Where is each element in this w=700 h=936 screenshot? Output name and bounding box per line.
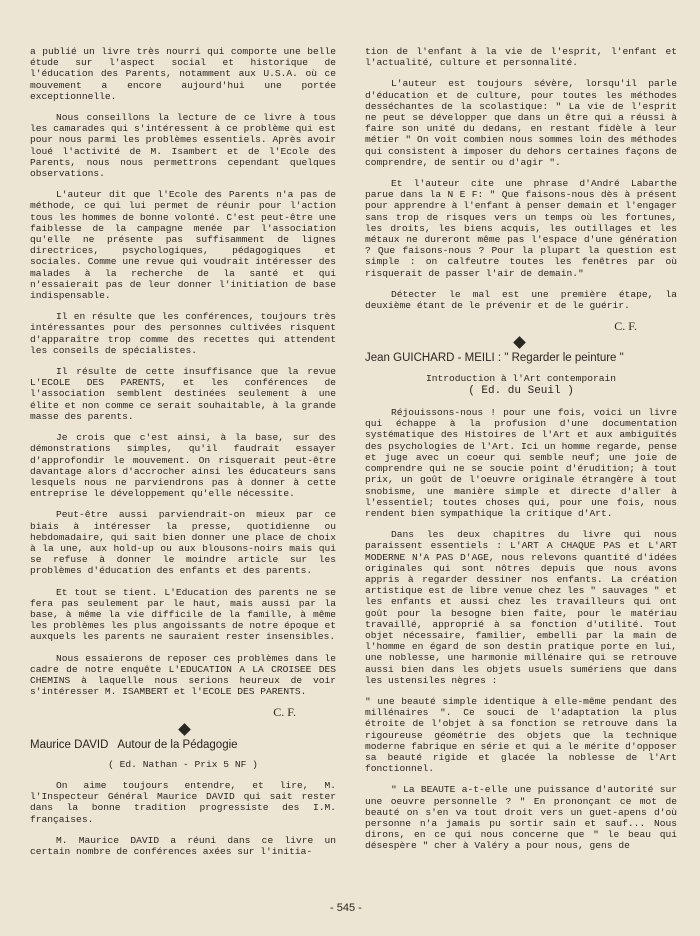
paragraph: Nous essaierons de reposer ces problèmes dans le cadre de notre enquête L'EDUCATION A LA CROISEE DES CHEMINS à laquelle nous serions heureux de voir s'intéresser M. ISAMBERT et l'ECOLE DES PARENTS. <box>30 652 336 698</box>
book-author: Maurice DAVID <box>30 738 109 751</box>
signature: C. F. <box>273 705 296 720</box>
right-column <box>365 46 677 862</box>
paragraph: Et tout se tient. L'Education des parents ne se fera pas seulement par le haut, mais aussi par la base, à même la vie difficile de la famille, à même les problèmes les plus angoissants de notre époque et auxquels les parents ne sauraient rester insensibles. <box>30 586 336 643</box>
book-heading <box>365 353 677 364</box>
paragraph: Je crois que c'est ainsi, à la base, sur des démonstrations simples, qu'il faudrait essayer d'approfondir le mouvement. On risquerait peut-être davantage alors d'accrocher ainsi les éducateurs sans lesquels nous ne parviendrons pas à donner à cette entreprise le développement qu'elle nécessite. <box>30 432 336 500</box>
paragraph: Il résulte de cette insuffisance que la revue L'ECOLE DES PARENTS, et les conférences de l'association semblent destinées seulement à une élite et non comme ce serait souhaitable, à la grande masse des parents. <box>30 366 336 422</box>
paragraph: Peut-être aussi parviendrait-on mieux par ce biais à intéresser la presse, quotidienne ou hebdomadaire, qui sait bien donner une place de choix à la une, aux hold-up ou aux blousons-noirs mais qui se refuse à donner le moindre article sur les problèmes d'éducation des enfants et des parents. <box>30 509 336 577</box>
paragraph: L'auteur est toujours sévère, lorsqu'il parle d'éducation et de culture, pour toutes les méthodes desséchantes de la scolastique: " La vie de l'esprit ne peut se développer que dans un être qui a réussi à faire son unité du dedans, en restant fidèle à leur métier " On voit combien nous sommes loin des méthodes qui consistent à imposer du dehors certaines façons de comprendre, de sentir ou d'agir ". <box>365 78 677 168</box>
page-number: - 545 - <box>330 902 362 914</box>
paragraph: Dans les deux chapitres du livre qui nous paraissent essentiels : L'ART A CHAQUE PAS et L'ART MODERNE N'A PAS D'AGE, nous relevons quantité d'idées originales qui sont nôtres depuis que nous avons appris à regarder dessiner nos enfants. La création artistique est de libre venue chez les " sauvages " et les enfants et aussi chez les travailleurs qui ont goût pour la besogne bien faite, pour le matériau travaillé, approprié à sa fonction d'utilité. Tout objet nécessaire, familier, embelli par la main de l'homme en égard de son destin pratique porte en lui, une noblesse, une harmonie millénaire qui se retrouve aussi bien dans les objets usuels sumériens que dans les ustensiles nègres : <box>365 529 677 686</box>
paragraph: On aime toujours entendre, et lire, M. l'Inspecteur Général Maurice DAVID qui sait rester dans la bonne tradition progressiste des I.M. françaises. <box>30 779 336 825</box>
paragraph: " une beauté simple identique à elle-même pendant des millénaires ". Ce souci de l'adaptation la plus étroite de l'objet à sa fonction se retrouve dans la rigoureuse géométrie des objets que la technique moderne fabrique en série et qui a le mérite d'opposer sa beauté rigide et glacée la noblesse de l'Art fonctionnel. <box>365 695 677 775</box>
signature: C. F. <box>614 319 637 334</box>
book-heading <box>30 740 336 751</box>
paragraph: Nous conseillons la lecture de ce livre à tous les camarades qui s'intéressent à ce problème qui est pour nous parmi les problèmes essentiels. Après avoir loué l'activité de M. Isambert et de l'Ecole des Parents, nous nous permettrons cependant quelques observations. <box>30 112 336 180</box>
section-divider-diamond <box>513 337 526 350</box>
paragraph: Et l'auteur cite une phrase d'André Labarthe parue dans la N E F: " Que faisons-nous dès à présent pour apprendre à l'enfant à penser demain et l'engager sans trop de risques vers un temps où les fortunes, les droits, les biens acquis, les outillages et les métaux ne dureront même pas l'espace d'une génération ? Que faisons-nous ? Pour la plupart la question est simple : on calfeutre toutes les fenêtres par où risquerait de passer l'air de demain." <box>365 178 677 279</box>
paragraph: M. Maurice DAVID a réuni dans ce livre un certain nombre de conférences axées sur l'initia- <box>30 834 336 857</box>
paragraph: tion de l'enfant à la vie de l'esprit, l'enfant et l'actualité, culture et personnalité. <box>365 46 677 69</box>
book-publisher: ( Ed. Nathan - Prix 5 NF ) <box>108 758 258 770</box>
paragraph: Il en résulte que les conférences, toujours très intéressantes pour des personnes cultivées risquent d'apparaître trop comme des recettes qui attendent les conseils de spécialistes. <box>30 311 336 356</box>
book-subtitle: Introduction à l'Art contemporain <box>426 372 616 384</box>
paragraph: Détecter le mal est une première étape, la deuxième étant de le prévenir et de le guérir. <box>365 288 677 312</box>
section-divider-diamond <box>178 723 191 736</box>
paragraph: Réjouissons-nous ! pour une fois, voici un livre qui échappe à la profusion d'une documentation systématique des Histoires de l'Art et aux ambiguïtés des psychologies de l'Art. Ici un homme regarde, pense et juge avec un coeur qui semble neuf; une joie de comprendre qui ne se soucie point d'érudition; à tout prix, un goût de l'oeuvre originale étrangère à tout snobisme, une manière simple et directe d'aller à l'essentiel; toutes choses qui, pour une fois, nous rendent bien sympathique la critique d'Art. <box>365 407 677 519</box>
paragraph: L'auteur dit que l'Ecole des Parents n'a pas de méthode, ce qui lui permet de réunir pour l'action tous les hommes de bonne volonté. C'est peut-être une faiblesse de la campagne menée par l'association qu'elle ne présente pas suffisamment de lignes directrices, psychologiques, pédagogiques et sociales. Comme une revue qui voudrait intéresser des malades à la recherche de la santé et qui n'essaierait pas de leur donner l'initiation de base indispensable. <box>30 189 336 302</box>
paragraph: " La BEAUTE a-t-elle une puissance d'autorité sur une oeuvre personnelle ? " En prononçant ce mot de beauté on s'en va tout droit vers un guet-apens d'où personne n'a jamais pu sortir sain et sauf... Nous dirons, en ce qui nous concerne que " le beau qui désespère " cher à Valéry a pour nous, gens de <box>365 784 677 852</box>
book-author: Jean GUICHARD - MEILI : <box>365 352 502 365</box>
paragraph: a publié un livre très nourri qui comporte une belle étude sur l'aspect social et historique de l'éducation des Parents, notamment aux U.S.A. où ce mouvement a encore aujourd'hui une portée exceptionnelle. <box>30 46 336 102</box>
book-title: Autour de la Pédagogie <box>117 738 238 751</box>
book-publisher: ( Ed. du Seuil ) <box>468 384 574 397</box>
book-title: " Regarder le peinture " <box>504 352 624 365</box>
left-column <box>30 46 336 867</box>
